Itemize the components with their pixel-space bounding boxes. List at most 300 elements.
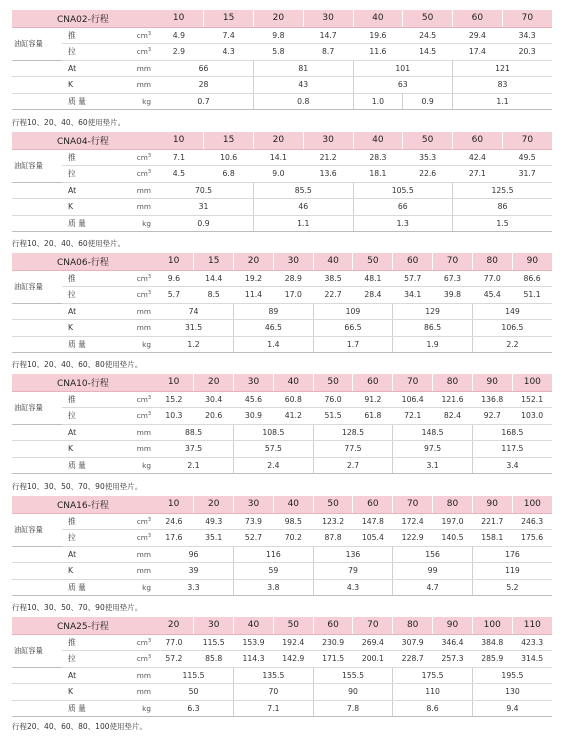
k-value: 117.5 <box>472 441 552 458</box>
push-row <box>12 270 552 287</box>
stroke-value: 90 <box>472 374 512 391</box>
spec-block <box>12 132 552 232</box>
mass-value: 0.8 <box>254 93 354 110</box>
mass-value: 3.3 <box>154 579 234 596</box>
pull-value: 17.0 <box>273 287 313 304</box>
mass-row <box>12 579 552 596</box>
stroke-value: 40 <box>273 496 313 513</box>
k-row <box>12 199 552 216</box>
stroke-value: 40 <box>353 10 403 27</box>
mass-value: 0.7 <box>154 93 254 110</box>
mass-value: 3.8 <box>234 579 314 596</box>
stroke-value: 60 <box>353 374 393 391</box>
stroke-value: 20 <box>254 10 304 27</box>
k-value: 37.5 <box>154 441 234 458</box>
at-row <box>12 546 552 563</box>
row-spacer <box>12 667 62 684</box>
unit-text: cm <box>136 654 148 664</box>
pull-value: 114.3 <box>234 651 274 668</box>
unit-text: cm <box>136 533 148 543</box>
row-label: K <box>62 563 116 580</box>
stroke-value: 20 <box>194 496 234 513</box>
pull-value: 9.0 <box>254 166 304 183</box>
row-label: At <box>62 60 116 77</box>
capacity-label: 油缸容量 <box>12 634 62 667</box>
pull-value: 8.5 <box>194 287 234 304</box>
k-value: 46 <box>254 199 354 216</box>
stroke-value: 70 <box>433 253 473 270</box>
k-row <box>12 77 552 94</box>
at-value: 129 <box>393 303 473 320</box>
unit-superscript: 3 <box>147 152 151 159</box>
mass-value: 0.9 <box>154 215 254 232</box>
pull-value: 175.6 <box>512 530 552 547</box>
pull-value: 51.1 <box>512 287 552 304</box>
row-label: 质 量 <box>62 457 116 474</box>
pull-value: 51.5 <box>313 408 353 425</box>
push-value: 15.2 <box>154 391 194 408</box>
push-value: 19.6 <box>353 27 403 44</box>
unit-superscript: 3 <box>147 637 151 644</box>
pull-value: 27.1 <box>453 166 503 183</box>
push-value: 91.2 <box>353 391 393 408</box>
unit-superscript: 3 <box>147 411 151 418</box>
pull-value: 30.9 <box>234 408 274 425</box>
row-label: 质 量 <box>62 336 116 353</box>
unit-text: cm <box>136 152 148 162</box>
push-value: 14.4 <box>194 270 234 287</box>
mass-value: 1.9 <box>393 336 473 353</box>
pull-value: 14.5 <box>403 44 453 61</box>
unit-cell <box>116 530 154 547</box>
pull-value: 2.9 <box>154 44 204 61</box>
row-label: 推 <box>62 634 116 651</box>
mass-row <box>12 457 552 474</box>
mass-value: 9.4 <box>472 700 552 717</box>
stroke-value: 70 <box>393 374 433 391</box>
at-row <box>12 667 552 684</box>
push-value: 28.9 <box>273 270 313 287</box>
k-row <box>12 320 552 337</box>
mass-value: 1.2 <box>154 336 234 353</box>
mass-value: 1.1 <box>453 93 553 110</box>
at-value: 85.5 <box>254 182 354 199</box>
stroke-value: 40 <box>313 253 353 270</box>
push-value: 49.3 <box>194 513 234 530</box>
pull-value: 257.3 <box>433 651 473 668</box>
stroke-value: 50 <box>403 10 453 27</box>
header-row <box>12 617 552 634</box>
pull-value: 28.4 <box>353 287 393 304</box>
pull-value: 11.4 <box>234 287 274 304</box>
spec-table <box>12 132 552 232</box>
push-value: 60.8 <box>273 391 313 408</box>
row-label: K <box>62 320 116 337</box>
k-value: 57.5 <box>234 441 314 458</box>
push-value: 269.4 <box>353 634 393 651</box>
push-row <box>12 513 552 530</box>
at-value: 89 <box>234 303 314 320</box>
unit-cell: mm <box>116 546 154 563</box>
model-title: CNA02-行程 <box>12 10 154 27</box>
stroke-value: 110 <box>512 617 552 634</box>
pull-value: 105.4 <box>353 530 393 547</box>
row-spacer <box>12 563 62 580</box>
unit-superscript: 3 <box>147 290 151 297</box>
row-label: At <box>62 546 116 563</box>
stroke-value: 20 <box>234 253 274 270</box>
push-value: 136.8 <box>472 391 512 408</box>
stroke-value: 30 <box>234 496 274 513</box>
row-spacer <box>12 546 62 563</box>
stroke-value: 90 <box>433 617 473 634</box>
push-value: 38.5 <box>313 270 353 287</box>
spec-block <box>12 10 552 110</box>
pull-value: 5.7 <box>154 287 194 304</box>
stroke-note: 行程10、20、40、60使用垫片。 <box>12 118 126 127</box>
pull-value: 20.6 <box>194 408 234 425</box>
push-value: 115.5 <box>194 634 234 651</box>
push-value: 9.6 <box>154 270 194 287</box>
k-value: 28 <box>154 77 254 94</box>
pull-value: 57.2 <box>154 651 194 668</box>
push-value: 152.1 <box>512 391 552 408</box>
pull-value: 35.1 <box>194 530 234 547</box>
unit-cell: kg <box>116 215 154 232</box>
pull-value: 45.4 <box>472 287 512 304</box>
pull-value: 285.9 <box>472 651 512 668</box>
stroke-value: 60 <box>393 253 433 270</box>
push-value: 24.6 <box>154 513 194 530</box>
push-value: 246.3 <box>512 513 552 530</box>
push-value: 106.4 <box>393 391 433 408</box>
pull-row <box>12 408 552 425</box>
push-value: 7.1 <box>154 149 204 166</box>
pull-value: 17.6 <box>154 530 194 547</box>
at-value: 70.5 <box>154 182 254 199</box>
stroke-value: 10 <box>154 496 194 513</box>
unit-superscript: 3 <box>147 47 151 54</box>
push-value: 34.3 <box>502 27 552 44</box>
pull-value: 20.3 <box>502 44 552 61</box>
row-label: K <box>62 441 116 458</box>
push-value: 24.5 <box>403 27 453 44</box>
stroke-value: 100 <box>512 496 552 513</box>
row-label: 推 <box>62 513 116 530</box>
row-label: 推 <box>62 391 116 408</box>
stroke-value: 50 <box>313 374 353 391</box>
push-value: 121.6 <box>433 391 473 408</box>
push-value: 423.3 <box>512 634 552 651</box>
unit-cell <box>116 270 154 287</box>
at-value: 81 <box>254 60 354 77</box>
header-row <box>12 10 552 27</box>
unit-cell <box>116 634 154 651</box>
pull-value: 34.1 <box>393 287 433 304</box>
push-value: 86.6 <box>512 270 552 287</box>
stroke-value: 15 <box>204 132 254 149</box>
unit-cell <box>116 149 154 166</box>
push-value: 28.3 <box>353 149 403 166</box>
mass-value: 7.8 <box>313 700 393 717</box>
spec-table <box>12 374 552 474</box>
pull-value: 72.1 <box>393 408 433 425</box>
pull-value: 10.3 <box>154 408 194 425</box>
row-spacer <box>12 684 62 701</box>
at-value: 74 <box>154 303 234 320</box>
stroke-value: 60 <box>453 132 503 149</box>
stroke-value: 20 <box>194 374 234 391</box>
stroke-value: 30 <box>303 132 353 149</box>
push-value: 147.8 <box>353 513 393 530</box>
at-value: 156 <box>393 546 473 563</box>
at-row <box>12 424 552 441</box>
unit-superscript: 3 <box>147 533 151 540</box>
push-value: 29.4 <box>453 27 503 44</box>
pull-value: 22.7 <box>313 287 353 304</box>
stroke-value: 10 <box>154 374 194 391</box>
k-value: 90 <box>313 684 393 701</box>
row-label: 质 量 <box>62 93 116 110</box>
mass-value: 7.1 <box>234 700 314 717</box>
spec-block <box>12 617 552 717</box>
mass-value: 2.4 <box>234 457 314 474</box>
row-label: At <box>62 667 116 684</box>
stroke-value: 70 <box>502 10 552 27</box>
at-value: 88.5 <box>154 424 234 441</box>
k-value: 59 <box>234 563 314 580</box>
at-value: 149 <box>472 303 552 320</box>
row-label: 推 <box>62 270 116 287</box>
stroke-value: 40 <box>234 617 274 634</box>
mass-value: 1.4 <box>234 336 314 353</box>
push-value: 77.0 <box>154 634 194 651</box>
row-label: 质 量 <box>62 579 116 596</box>
row-label: 质 量 <box>62 700 116 717</box>
stroke-note: 行程10、20、40、60使用垫片。 <box>12 239 126 248</box>
k-value: 106.5 <box>472 320 552 337</box>
stroke-value: 50 <box>273 617 313 634</box>
unit-cell: kg <box>116 700 154 717</box>
row-label: 推 <box>62 149 116 166</box>
push-row <box>12 149 552 166</box>
push-row <box>12 27 552 44</box>
push-row <box>12 391 552 408</box>
stroke-value: 60 <box>353 496 393 513</box>
stroke-value: 70 <box>393 496 433 513</box>
at-value: 136 <box>313 546 393 563</box>
pull-value: 200.1 <box>353 651 393 668</box>
pull-value: 228.7 <box>393 651 433 668</box>
row-spacer <box>12 60 62 77</box>
mass-value: 6.3 <box>154 700 234 717</box>
unit-text: cm <box>136 273 148 283</box>
row-spacer <box>12 77 62 94</box>
push-value: 45.6 <box>234 391 274 408</box>
mass-value: 1.7 <box>313 336 393 353</box>
header-row <box>12 374 552 391</box>
k-value: 130 <box>472 684 552 701</box>
k-value: 79 <box>313 563 393 580</box>
push-value: 346.4 <box>433 634 473 651</box>
row-spacer <box>12 700 62 717</box>
row-spacer <box>12 93 62 110</box>
unit-cell: mm <box>116 320 154 337</box>
k-row <box>12 441 552 458</box>
k-value: 86 <box>453 199 553 216</box>
unit-cell <box>116 166 154 183</box>
stroke-value: 20 <box>154 617 194 634</box>
at-value: 125.5 <box>453 182 553 199</box>
pull-value: 17.4 <box>453 44 503 61</box>
row-label: 拉 <box>62 651 116 668</box>
push-value: 14.1 <box>254 149 304 166</box>
unit-cell: mm <box>116 563 154 580</box>
unit-cell <box>116 391 154 408</box>
pull-row <box>12 166 552 183</box>
unit-superscript: 3 <box>147 516 151 523</box>
at-row <box>12 303 552 320</box>
at-value: 66 <box>154 60 254 77</box>
pull-value: 13.6 <box>303 166 353 183</box>
at-row <box>12 182 552 199</box>
at-value: 101 <box>353 60 453 77</box>
stroke-value: 90 <box>472 496 512 513</box>
push-value: 4.9 <box>154 27 204 44</box>
unit-superscript: 3 <box>147 273 151 280</box>
pull-value: 142.9 <box>273 651 313 668</box>
unit-text: cm <box>136 290 148 300</box>
spec-table <box>12 253 552 353</box>
at-row <box>12 60 552 77</box>
row-spacer <box>12 441 62 458</box>
k-value: 66 <box>353 199 453 216</box>
unit-superscript: 3 <box>147 654 151 661</box>
at-value: 176 <box>472 546 552 563</box>
unit-cell <box>116 44 154 61</box>
pull-row <box>12 287 552 304</box>
stroke-value: 100 <box>512 374 552 391</box>
model-title: CNA06-行程 <box>12 253 154 270</box>
stroke-value: 90 <box>512 253 552 270</box>
stroke-value: 15 <box>204 10 254 27</box>
k-row <box>12 684 552 701</box>
push-value: 192.4 <box>273 634 313 651</box>
mass-value: 1.0 <box>353 93 403 110</box>
pull-value: 140.5 <box>433 530 473 547</box>
at-value: 168.5 <box>472 424 552 441</box>
row-label: 质 量 <box>62 215 116 232</box>
push-value: 73.9 <box>234 513 274 530</box>
push-value: 221.7 <box>472 513 512 530</box>
row-spacer <box>12 215 62 232</box>
row-label: K <box>62 77 116 94</box>
k-value: 83 <box>453 77 553 94</box>
stroke-value: 60 <box>453 10 503 27</box>
pull-row <box>12 530 552 547</box>
stroke-value: 100 <box>472 617 512 634</box>
model-title: CNA04-行程 <box>12 132 154 149</box>
stroke-value: 10 <box>154 132 204 149</box>
k-value: 77.5 <box>313 441 393 458</box>
push-row <box>12 634 552 651</box>
push-value: 197.0 <box>433 513 473 530</box>
push-value: 172.4 <box>393 513 433 530</box>
mass-value: 1.3 <box>353 215 453 232</box>
unit-cell: kg <box>116 93 154 110</box>
stroke-value: 40 <box>273 374 313 391</box>
at-value: 121 <box>453 60 553 77</box>
pull-value: 4.3 <box>204 44 254 61</box>
push-value: 10.6 <box>204 149 254 166</box>
pull-value: 314.5 <box>512 651 552 668</box>
stroke-value: 60 <box>313 617 353 634</box>
k-value: 70 <box>234 684 314 701</box>
mass-value: 1.1 <box>254 215 354 232</box>
push-value: 30.4 <box>194 391 234 408</box>
stroke-value: 20 <box>254 132 304 149</box>
pull-value: 92.7 <box>472 408 512 425</box>
stroke-value: 30 <box>273 253 313 270</box>
stroke-value: 30 <box>194 617 234 634</box>
push-value: 14.7 <box>303 27 353 44</box>
at-value: 96 <box>154 546 234 563</box>
stroke-value: 40 <box>353 132 403 149</box>
k-value: 39 <box>154 563 234 580</box>
mass-value: 4.7 <box>393 579 473 596</box>
pull-value: 6.8 <box>204 166 254 183</box>
unit-superscript: 3 <box>147 30 151 37</box>
at-value: 135.5 <box>234 667 314 684</box>
stroke-value: 30 <box>234 374 274 391</box>
pull-value: 61.8 <box>353 408 393 425</box>
row-label: K <box>62 199 116 216</box>
unit-superscript: 3 <box>147 169 151 176</box>
header-row <box>12 253 552 270</box>
row-label: At <box>62 424 116 441</box>
stroke-value: 50 <box>403 132 453 149</box>
unit-cell: kg <box>116 457 154 474</box>
row-spacer <box>12 182 62 199</box>
row-label: 拉 <box>62 530 116 547</box>
unit-cell <box>116 408 154 425</box>
row-label: 拉 <box>62 44 116 61</box>
pull-value: 122.9 <box>393 530 433 547</box>
pull-row <box>12 651 552 668</box>
unit-cell: kg <box>116 336 154 353</box>
row-spacer <box>12 457 62 474</box>
mass-value: 4.3 <box>313 579 393 596</box>
row-label: K <box>62 684 116 701</box>
pull-value: 18.1 <box>353 166 403 183</box>
k-value: 97.5 <box>393 441 473 458</box>
row-label: 推 <box>62 27 116 44</box>
mass-value: 2.7 <box>313 457 393 474</box>
stroke-value: 80 <box>433 374 473 391</box>
unit-cell: mm <box>116 424 154 441</box>
at-value: 105.5 <box>353 182 453 199</box>
push-value: 48.1 <box>353 270 393 287</box>
push-value: 49.5 <box>502 149 552 166</box>
unit-cell: mm <box>116 303 154 320</box>
unit-cell <box>116 651 154 668</box>
push-value: 19.2 <box>234 270 274 287</box>
push-value: 384.8 <box>472 634 512 651</box>
push-value: 153.9 <box>234 634 274 651</box>
stroke-value: 80 <box>393 617 433 634</box>
push-value: 9.8 <box>254 27 304 44</box>
push-value: 77.0 <box>472 270 512 287</box>
